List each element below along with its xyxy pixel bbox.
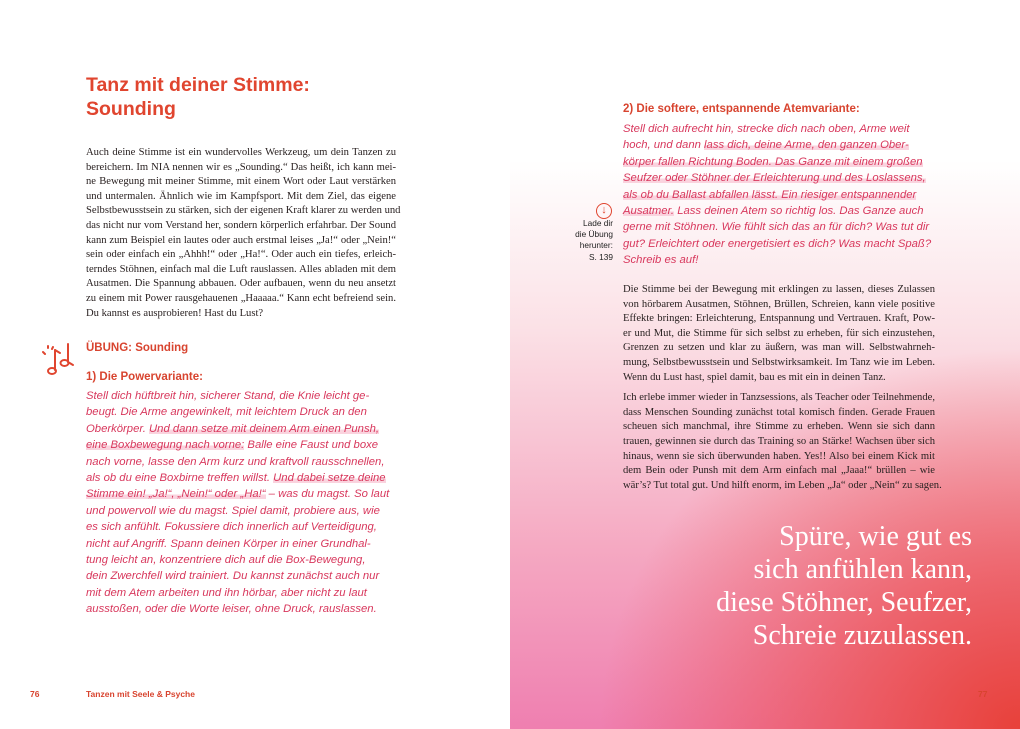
note-line: Lade dir: [583, 218, 613, 228]
highlighted-text: Ausatmer.: [623, 204, 675, 217]
text-segment: Balle eine Faust und boxe: [244, 439, 379, 452]
text-line: und untermalen. Ähnlich wie im Kampfsport. Mit dem Ziel, das eigene: [86, 190, 396, 202]
text-segment: dein Zwerchfell wird trainiert. Du kannst zunächst auch nur: [86, 570, 380, 583]
text-line: scheuen sich manchmal, ihre Stimme zu erheben. Wenn sie sich dann: [623, 421, 935, 433]
highlighted-text: Und dann setze mit deinem Arm einen Punsh,: [149, 422, 380, 435]
text-line: Du kannst es ausprobieren! Hast du Lust?: [86, 307, 264, 319]
pull-quote: [716, 520, 972, 652]
highlighted-text: lass dich, deine Arme, den ganzen Ober-: [704, 139, 909, 152]
quote-line: Schreie zuzulassen.: [752, 620, 972, 651]
text-line: Effekte bringen: Erleichterung, Entspannung und Vertrauen. Kraft, Pow-: [623, 313, 935, 325]
text-line: von hörbarem Ausatmen, Stöhnen, Brüllen, Schreien, kann viele positive: [623, 298, 935, 310]
text-segment: gerne mit Stöhnen. Wie fühlt sich das an für dich? Was tut dir: [623, 221, 930, 234]
text-segment: gut? Erleichtert oder energetisiert es dich? Was macht Spaß?: [623, 237, 932, 250]
text-line: Ich erlebe immer wieder in Tanzsessions, als Teacher oder Teilnehmende,: [623, 392, 935, 404]
text-line: [86, 404, 398, 420]
right-page: [510, 0, 1020, 729]
text-line: hinaus, wenn sie sich überwunden haben. Yes!! Also bei einem Kick mit: [623, 450, 935, 462]
text-line: [86, 585, 398, 601]
text-segment: und powervoll wie du magst. Spiel damit, probiere aus, wie: [86, 504, 380, 517]
text-line: [86, 601, 398, 617]
text-line: Ausatmen. Die Spannung abbauen. Oder aufbauen, wenn du neu ansetzt: [86, 278, 396, 290]
running-title: Tanzen mit Seele & Psyche: [86, 689, 195, 699]
text-line: [86, 568, 398, 584]
title-line: Tanz mit deiner Stimme:: [86, 74, 310, 96]
text-segment: es sich anfühlt. Fokussiere dich innerlich auf Verteidigung,: [86, 521, 377, 534]
page-number-left: 76: [30, 689, 40, 699]
note-line: S. 139: [589, 251, 613, 262]
paragraph: [623, 391, 942, 493]
text-segment: mit dem Atem arbeiten und ihn hörbar, aber nicht zu laut: [86, 586, 367, 599]
text-segment: tung leicht an, konzentriere dich auf die Box-Bewegung,: [86, 553, 366, 566]
text-line: [86, 388, 398, 404]
text-line: Grenzen zu setzen und klar zu äußern, was man will. Selbstwahrneh-: [623, 342, 935, 354]
music-notes-icon: [42, 340, 76, 378]
text-line: [86, 421, 398, 437]
text-line: [623, 170, 935, 186]
chapter-title: [86, 73, 310, 121]
text-line: wär’s? Tut total gut. Und hilft enorm, im Leben „Ja“ oder „Nein“ zu sagen.: [623, 479, 942, 491]
text-line: [86, 519, 398, 535]
text-line: Die Stimme bei der Bewegung mit erklingen zu lassen, dieses Zulassen: [623, 284, 935, 295]
body-text-right: [623, 283, 942, 493]
variant-1-text: [86, 388, 398, 617]
text-segment: als ob du eine Boxbirne treffen willst.: [86, 471, 274, 484]
text-line: dem Bein oder Punsh mit dem Arm einfach mal „Jaaa!“ brüllen – wie: [623, 465, 935, 477]
note-line: die Übung: [575, 229, 613, 240]
text-line: trauen, gewinnen sie durch das Training so an Stärke! Wachsen über sich: [623, 435, 935, 447]
highlighted-text: Und dabei setze deine: [273, 471, 386, 484]
text-segment: Stell dich aufrecht hin, strecke dich nach oben, Arme weit: [623, 123, 910, 135]
page-number-right: 77: [978, 689, 988, 699]
text-line: terndes Stöhnen, einfach mal die Luft rauslassen. Alles abladen mit dem: [86, 263, 396, 275]
highlighted-text: als ob du Ballast abfallen lässt. Ein riesiger entspannender: [623, 188, 917, 201]
text-line: [86, 454, 398, 470]
text-line: [623, 252, 935, 268]
variant-2-title: 2) Die softere, entspannende Atemvariante:: [623, 103, 860, 115]
title-line: Sounding: [86, 98, 176, 120]
note-line: herunter:: [579, 240, 613, 251]
text-segment: nach vorne, lasse den Arm kurz und kraftvoll rausschnellen,: [86, 455, 385, 468]
text-line: das nicht nur vom Verstand her, sondern körperlich erfahrbar. Der Sound: [86, 219, 396, 231]
text-segment: Lass deinen Atem so richtig los. Das Ganze auch: [674, 204, 924, 217]
text-line: kann zum Beispiel ein lautes oder auch erstmal leises „Ja!“ oder „Nein!“: [86, 234, 396, 246]
text-segment: Stell dich hüftbreit hin, sicherer Stand, die Knie leicht ge-: [86, 390, 370, 402]
text-segment: nicht auf Angriff. Spann deinen Körper in einer Grundhal-: [86, 537, 371, 550]
text-line: [86, 503, 398, 519]
highlighted-text: eine Boxbewegung nach vorne:: [86, 439, 245, 452]
text-line: ne Bewegung mit meiner Stimme, mit einem Wort oder Laut verstärken: [86, 176, 396, 188]
text-line: [623, 236, 935, 252]
text-line: zu einem mit Power rausgehauenen „Haaaaa.“ Kann echt befreiend sein.: [86, 292, 396, 304]
text-line: [86, 536, 398, 552]
download-note: [550, 218, 613, 263]
text-line: dass Menschen Sounding zunächst total komisch finden. Gerade Frauen: [623, 406, 935, 418]
text-segment: Oberkörper.: [86, 422, 149, 435]
text-line: [623, 187, 935, 203]
arrow-down-circle-icon: ↓: [596, 203, 612, 219]
text-line: [623, 203, 935, 219]
highlighted-text: Seufzer oder Stöhner der Erleichterung und des Loslassens,: [623, 172, 926, 185]
text-line: Wenn du Lust hast, spiel damit, bau es mit ein in deinen Tanz.: [623, 371, 886, 383]
text-line: [86, 437, 398, 453]
body-text: [86, 146, 401, 321]
text-line: mung, Selbstbewusstsein und Selbstwirksamkeit. Im Tanz wie im Leben.: [623, 356, 935, 368]
text-line: [623, 219, 935, 235]
highlighted-text: Stimme ein! „Ja!“, „Nein!“ oder „Ha!“: [86, 488, 266, 501]
text-line: er und Mut, die Stimme für sich selbst zu erheben, für sich einzustehen,: [623, 327, 935, 339]
text-line: bereichern. Im NIA nennen wir es „Sounding.“ Das heißt, ich kann mei-: [86, 161, 396, 173]
quote-line: diese Stöhner, Seufzer,: [716, 587, 972, 618]
text-line: [86, 552, 398, 568]
text-line: [623, 154, 935, 170]
text-line: [623, 137, 935, 153]
text-line: Selbstbewusstsein zu stärken, sich der eigenen Kraft klarer zu werden und: [86, 205, 401, 217]
quote-line: Spüre, wie gut es: [779, 521, 972, 552]
quote-line: sich anfühlen kann,: [753, 554, 972, 585]
text-line: [86, 486, 398, 502]
text-line: [86, 470, 398, 486]
variant-2-text: [623, 121, 935, 269]
text-line: [623, 121, 935, 137]
text-segment: beugt. Die Arme angewinkelt, mit leichtem Druck an den: [86, 406, 367, 419]
text-segment: – was du magst. So laut: [265, 488, 390, 501]
text-segment: ausstoßen, oder die Worte leiser, ohne Druck, rauslassen.: [86, 603, 377, 616]
text-segment: Schreib es auf!: [623, 254, 699, 267]
paragraph: [623, 283, 935, 385]
text-line: sein oder einfach ein „Ahhh!“ oder „Ha!“. Oder auch ein tiefes, erleich-: [86, 249, 396, 261]
variant-1-title: 1) Die Powervariante:: [86, 371, 203, 383]
text-line: Auch deine Stimme ist ein wundervolles Werkzeug, um dein Tanzen zu: [86, 147, 396, 158]
highlighted-text: körper fallen Richtung Boden. Das Ganze mit einem großen: [623, 155, 923, 168]
exercise-label: ÜBUNG: Sounding: [86, 342, 189, 354]
text-segment: hoch, und dann: [623, 139, 705, 152]
